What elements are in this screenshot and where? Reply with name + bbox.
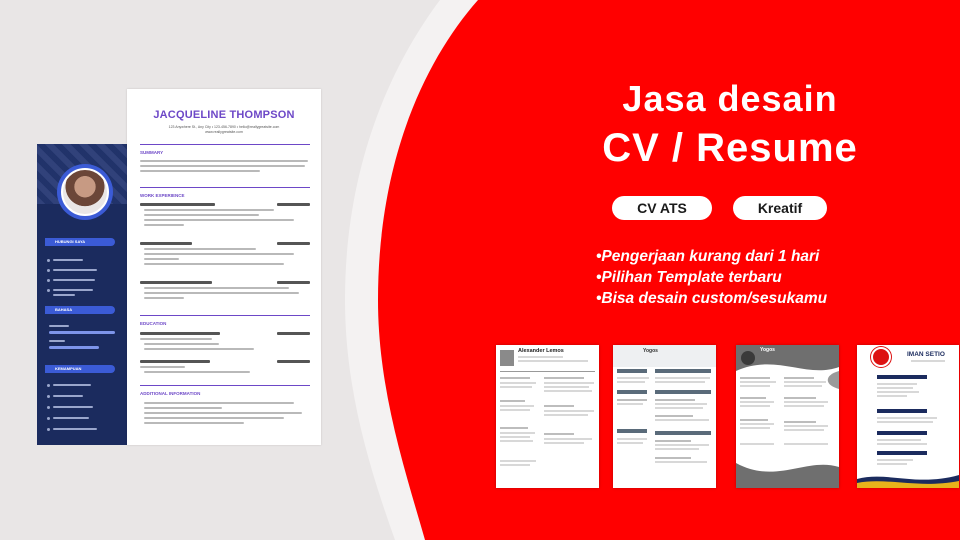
thumb-waves: [736, 345, 839, 488]
thumb-line: [500, 382, 536, 384]
cv-skill-line: [53, 406, 93, 408]
cv-text-line: [144, 348, 254, 350]
template-thumbnail-4: [857, 345, 959, 488]
thumb-line: [740, 423, 774, 425]
thumb-line: [655, 377, 710, 379]
cv-skill-line: [53, 384, 91, 386]
thumb-line: [784, 421, 816, 423]
thumb-name: Alexander Lemos: [518, 348, 564, 354]
cv-text-line: [144, 263, 284, 265]
template-thumbnail-3: [736, 345, 839, 488]
cv-skill-bullet: [47, 406, 50, 409]
cv-section-additional: ADDITIONAL INFORMATION: [140, 391, 201, 396]
cv-photo: [61, 168, 109, 216]
cv-divider: [140, 315, 310, 316]
cv-text-line: [144, 253, 294, 255]
thumb-photo: [871, 347, 891, 367]
tag-kreatif: Kreatif: [733, 196, 827, 220]
thumb-line: [500, 432, 535, 434]
thumb-line: [544, 414, 588, 416]
cv-section-education: EDUCATION: [140, 321, 167, 326]
thumb-line: [877, 443, 927, 445]
cv-section-work: WORK EXPERIENCE: [140, 193, 185, 198]
thumb-line: [617, 399, 647, 401]
thumb-line: [617, 403, 643, 405]
thumb-line: [655, 461, 707, 463]
thumb-line: [617, 442, 643, 444]
thumb-section-bar: [655, 431, 711, 435]
cv-job-dates: [277, 281, 310, 284]
headline-line-2: CV / Resume: [602, 126, 858, 170]
template-thumbnail-1: [496, 345, 599, 488]
cv-edu-dates: [277, 332, 310, 335]
thumb-line: [784, 405, 824, 407]
cv-edu-dates: [277, 360, 310, 363]
thumb-photo: [500, 350, 514, 366]
thumb-line: [500, 440, 533, 442]
cv-text-line: [144, 219, 294, 221]
cv-text-line: [144, 287, 289, 289]
cv-skill-bullet: [47, 428, 50, 431]
cv-text-line: [144, 297, 184, 299]
cv-contact-line: [53, 289, 93, 291]
thumb-line: [655, 444, 709, 446]
tag-cv-ats: CV ATS: [612, 196, 712, 220]
thumb-section-bar: [617, 429, 647, 433]
cv-job-dates: [277, 242, 310, 245]
thumb-line: [500, 386, 532, 388]
thumb-section-bar: [617, 390, 647, 394]
thumb-line: [544, 390, 592, 392]
thumb-line: [877, 463, 907, 465]
thumb-line: [655, 381, 705, 383]
thumb-line: [784, 429, 824, 431]
thumb-section-bar: [877, 375, 927, 379]
thumb-line: [877, 417, 937, 419]
cv-job-dates: [277, 203, 310, 206]
cv-contact: [127, 125, 321, 135]
thumb-line: [784, 377, 814, 379]
cv-text-line: [144, 402, 294, 404]
thumb-name: Yogos: [760, 347, 775, 353]
cv-sample: [37, 89, 321, 445]
cv-web-icon: [47, 279, 50, 282]
cv-skill-bullet: [47, 395, 50, 398]
feature-item: •Bisa desain custom/sesukamu: [596, 290, 828, 307]
cv-name: JACQUELINE THOMPSON: [153, 109, 295, 121]
thumb-line: [740, 401, 774, 403]
cv-text-line: [140, 366, 185, 368]
thumb-line: [784, 381, 826, 383]
cv-location-icon: [47, 289, 50, 292]
thumb-line: [877, 421, 933, 423]
thumb-line: [617, 438, 647, 440]
thumb-line: [655, 415, 693, 417]
cv-text-line: [144, 422, 244, 424]
cv-job-title: [140, 281, 212, 284]
thumb-section-bar: [617, 369, 647, 373]
thumb-line: [544, 410, 594, 412]
cv-contact-line: [53, 294, 75, 296]
cv-skill-line: [53, 428, 97, 430]
cv-text-line: [144, 343, 219, 345]
cv-language-bar: [49, 331, 115, 334]
thumb-line: [740, 385, 770, 387]
thumb-line: [877, 459, 913, 461]
thumb-line: [655, 407, 703, 409]
cv-divider: [140, 187, 310, 188]
cv-text-line: [140, 165, 305, 167]
thumb-line: [500, 400, 525, 402]
template-thumbnail-2: [613, 345, 716, 488]
thumb-section-bar: [655, 369, 711, 373]
feature-item: •Pilihan Template terbaru: [596, 269, 782, 286]
thumb-line: [740, 377, 770, 379]
thumb-line: [617, 381, 645, 383]
cv-text-line: [144, 417, 284, 419]
thumb-line: [518, 356, 563, 358]
cv-text-line: [144, 209, 274, 211]
cv-divider: [140, 144, 310, 145]
cv-skill-bullet: [47, 417, 50, 420]
thumb-line: [500, 377, 530, 379]
thumb-header: [613, 345, 716, 367]
thumb-line: [784, 397, 816, 399]
cv-skill-line: [53, 395, 83, 397]
cv-contact-line-2: www.reallygreatsite.com: [205, 130, 243, 134]
thumb-section-bar: [877, 451, 927, 455]
thumb-line: [740, 381, 776, 383]
thumb-line: [740, 427, 770, 429]
cv-text-line: [144, 214, 259, 216]
cv-skill-line: [53, 417, 89, 419]
cv-text-line: [140, 160, 308, 162]
thumb-line: [544, 438, 592, 440]
thumb-line: [544, 442, 584, 444]
thumb-name: IMAN SETIO: [907, 351, 945, 358]
cv-contact-line: [53, 269, 97, 271]
thumb-line: [740, 419, 768, 421]
thumb-footer-wave: [857, 471, 959, 488]
thumb-line: [500, 464, 530, 466]
thumb-line: [544, 377, 584, 379]
feature-item: •Pengerjaan kurang dari 1 hari: [596, 248, 820, 265]
thumb-line: [544, 386, 589, 388]
thumb-photo: [741, 351, 755, 365]
feature-list: [596, 246, 936, 309]
cv-edu-title: [140, 332, 220, 335]
thumb-line: [877, 387, 913, 389]
thumb-line: [500, 405, 534, 407]
thumb-line: [655, 399, 695, 401]
cv-language-label: [49, 340, 65, 342]
thumb-name: Yogos: [643, 348, 658, 354]
cv-text-line: [144, 292, 299, 294]
thumb-line: [784, 443, 828, 445]
cv-language-label: [49, 325, 69, 327]
thumb-line: [784, 401, 828, 403]
thumb-line: [784, 425, 828, 427]
cv-text-line: [140, 338, 212, 340]
headline-line-1: Jasa desain: [622, 78, 838, 119]
cv-sidebar-heading: HUBUNGI SAYA: [45, 238, 115, 246]
cv-section-summary: SUMMARY: [140, 150, 164, 155]
thumb-line: [544, 382, 594, 384]
cv-text-line: [144, 407, 222, 409]
thumb-line: [500, 409, 530, 411]
thumb-line: [500, 436, 530, 438]
thumb-line: [877, 439, 921, 441]
thumb-line: [544, 433, 574, 435]
thumb-line: [617, 377, 649, 379]
cv-sidebar-heading: BAHASA: [45, 306, 115, 314]
cv-language-bar: [49, 346, 99, 349]
thumb-line: [655, 419, 709, 421]
thumb-line: [500, 460, 536, 462]
cv-edu-title: [140, 360, 210, 363]
thumb-section-bar: [877, 431, 927, 435]
thumb-section-bar: [877, 409, 927, 413]
thumb-line: [740, 405, 770, 407]
thumb-line: [911, 360, 945, 362]
thumb-line: [655, 448, 699, 450]
thumb-line: [740, 443, 774, 445]
thumb-section-bar: [655, 390, 711, 394]
cv-contact-line: [53, 279, 95, 281]
cv-text-line: [144, 224, 184, 226]
thumb-line: [655, 457, 691, 459]
cv-text-line: [144, 258, 179, 260]
cv-phone-icon: [47, 259, 50, 262]
cv-skill-bullet: [47, 384, 50, 387]
cv-job-title: [140, 242, 192, 245]
thumb-line: [877, 383, 917, 385]
cv-divider: [140, 385, 310, 386]
thumb-line: [544, 405, 574, 407]
cv-contact-line: [53, 259, 83, 261]
thumb-line: [877, 395, 907, 397]
thumb-divider: [500, 371, 595, 372]
cv-contact-line-1: 123 Anywhere St., Any City • 123-456-7890 • hello@reallygreatsite.com: [168, 125, 280, 129]
cv-job-title: [140, 203, 215, 206]
thumb-line: [518, 360, 588, 362]
thumb-line: [655, 440, 691, 442]
cv-text-line: [144, 412, 302, 414]
thumb-line: [655, 403, 707, 405]
cv-email-icon: [47, 269, 50, 272]
thumb-line: [784, 385, 822, 387]
thumb-line: [877, 391, 919, 393]
cv-sidebar-heading: KEMAMPUAN: [45, 365, 115, 373]
cv-text-line: [140, 170, 260, 172]
cv-text-line: [144, 371, 250, 373]
thumb-line: [500, 427, 528, 429]
thumb-line: [740, 397, 766, 399]
cv-text-line: [144, 248, 256, 250]
